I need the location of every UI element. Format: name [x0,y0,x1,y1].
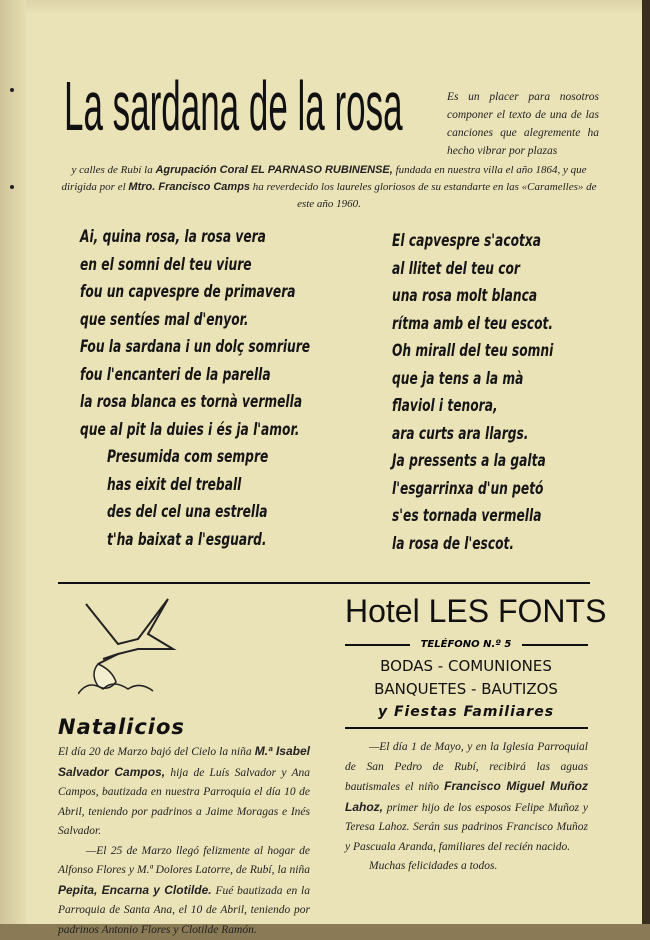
poem-line: una rosa molt blanca [392,283,553,311]
intro-text-right: Es un placer para nosotros componer el texto de una de las canciones que alegremente ha hecho vibrar por plazas [447,88,599,160]
natalicios-text [58,742,310,842]
poem-left-column [80,224,400,554]
poem-line: que sentíes mal d'enyor. [80,307,310,335]
binding-edge [0,0,26,924]
intro-part: fundada en nuestra villa el año 1864, y que dirigida por el [61,164,586,193]
hotel-services: y Fiestas Familiares [345,702,587,722]
child-name: Francisco Miguel Muñoz Lahoz, [345,779,588,814]
text-part: primer hijo de los esposos Felipe Muñoz y Teresa Lahoz. Serán sus padrinos Francisco Muñoz y Pascuala Aranda, familiares del recién nacido. [345,802,588,853]
poem-line: Fou la sardana i un dolç somriure [80,334,310,362]
intro-part: ha reverdecido los laureles gloriosos de su estandarte en las «Caramelles» de este año 1960. [250,181,596,210]
page-edge-right [642,0,650,924]
hotel-name: Hotel LES FONTS [345,592,606,630]
natalicios-heading: Natalicios [58,588,310,742]
poem-line: ara curts ara llargs. [392,421,553,449]
intro-part: y calles de Rubí la [71,164,155,176]
child-name: Pepita, Encarna y Clotilde. [58,883,212,897]
stork-box [58,588,192,712]
poem-line: flaviol i tenora, [392,393,553,421]
poem-line: que al pit la duies i és ja l'amor. [80,417,310,445]
natalicios-section [58,588,310,940]
natalicios-text-2 [58,842,310,940]
hotel-services: BODAS - COMUNIONES [345,656,587,676]
poem-line: des del cel una estrella [107,499,318,527]
closing-line: Muchas felicidades a todos. [345,857,588,877]
poem-line: El capvespre s'acotxa [392,228,553,256]
text-part: —El día 1 de Mayo, y en la Iglesia Parroquial de San Pedro de Rubí, recibirá las aguas bautismales el niño [345,741,588,793]
poem-line: fou un capvespre de primavera [80,279,310,307]
poem-line: que ja tens a la mà [392,366,553,394]
text-part: Fué bautizada en la Parroquia de Santa Ana, el 10 de Abril, teniendo por padrinos Antonio Flores y Clotilde Ramón. [58,885,310,936]
stork-illustration [78,594,188,704]
intro-text [58,162,600,213]
poem-line: t'ha baixat a l'esguard. [107,527,318,555]
section-divider [58,582,590,584]
text-part: —El 25 de Marzo llegó felizmente al hogar de Alfonso Flores y M.ª Dolores Latorre, de Rubí, la niña [58,845,310,877]
poem-line: al llitet del teu cor [392,256,553,284]
poem-line: rítma amb el teu escot. [392,311,553,339]
bautizo-text [345,738,588,877]
poem-line: fou l'encanteri de la parella [80,362,310,390]
poem-line: la rosa de l'escot. [392,531,553,559]
director-name: Mtro. Francisco Camps [128,181,250,193]
page-edge-top [0,0,650,14]
rule [345,727,588,729]
poem-line: en el somni del teu viure [80,252,310,280]
poem-line: Ai, quina rosa, la rosa vera [80,224,310,252]
poem-line: Presumida com sempre [107,444,318,472]
choir-name: Agrupación Coral EL PARNASO RUBINENSE, [155,164,392,176]
text-part: El día 20 de Marzo bajó del Cielo la niña [58,746,255,758]
poem-line: s'es tornada vermella [392,503,553,531]
poem-right-column [392,228,616,558]
article-title: La sardana de la rosa [64,64,403,148]
poem-line: Oh mirall del teu somni [392,338,553,366]
child-name: M.ª Isabel Salvador Campos, [58,744,310,779]
text-part: hija de Luís Salvador y Ana Campos, bautizada en nuestra Parroquia el día 10 de Abril, teniendo por padrinos a Jaime Moragas e Inés Salvador. [58,767,310,838]
poem-line: Ja pressents a la galta [392,448,553,476]
poem-line: l'esgarrinxa d'un petó [392,476,553,504]
hotel-phone: TELÉFONO N.º 5 [345,638,587,652]
hotel-services: BANQUETES - BAUTIZOS [345,679,587,699]
binding-hole [10,88,14,92]
poem-line: has eixit del treball [107,472,318,500]
binding-hole [10,185,14,189]
poem-line: la rosa blanca es tornà vermella [80,389,310,417]
